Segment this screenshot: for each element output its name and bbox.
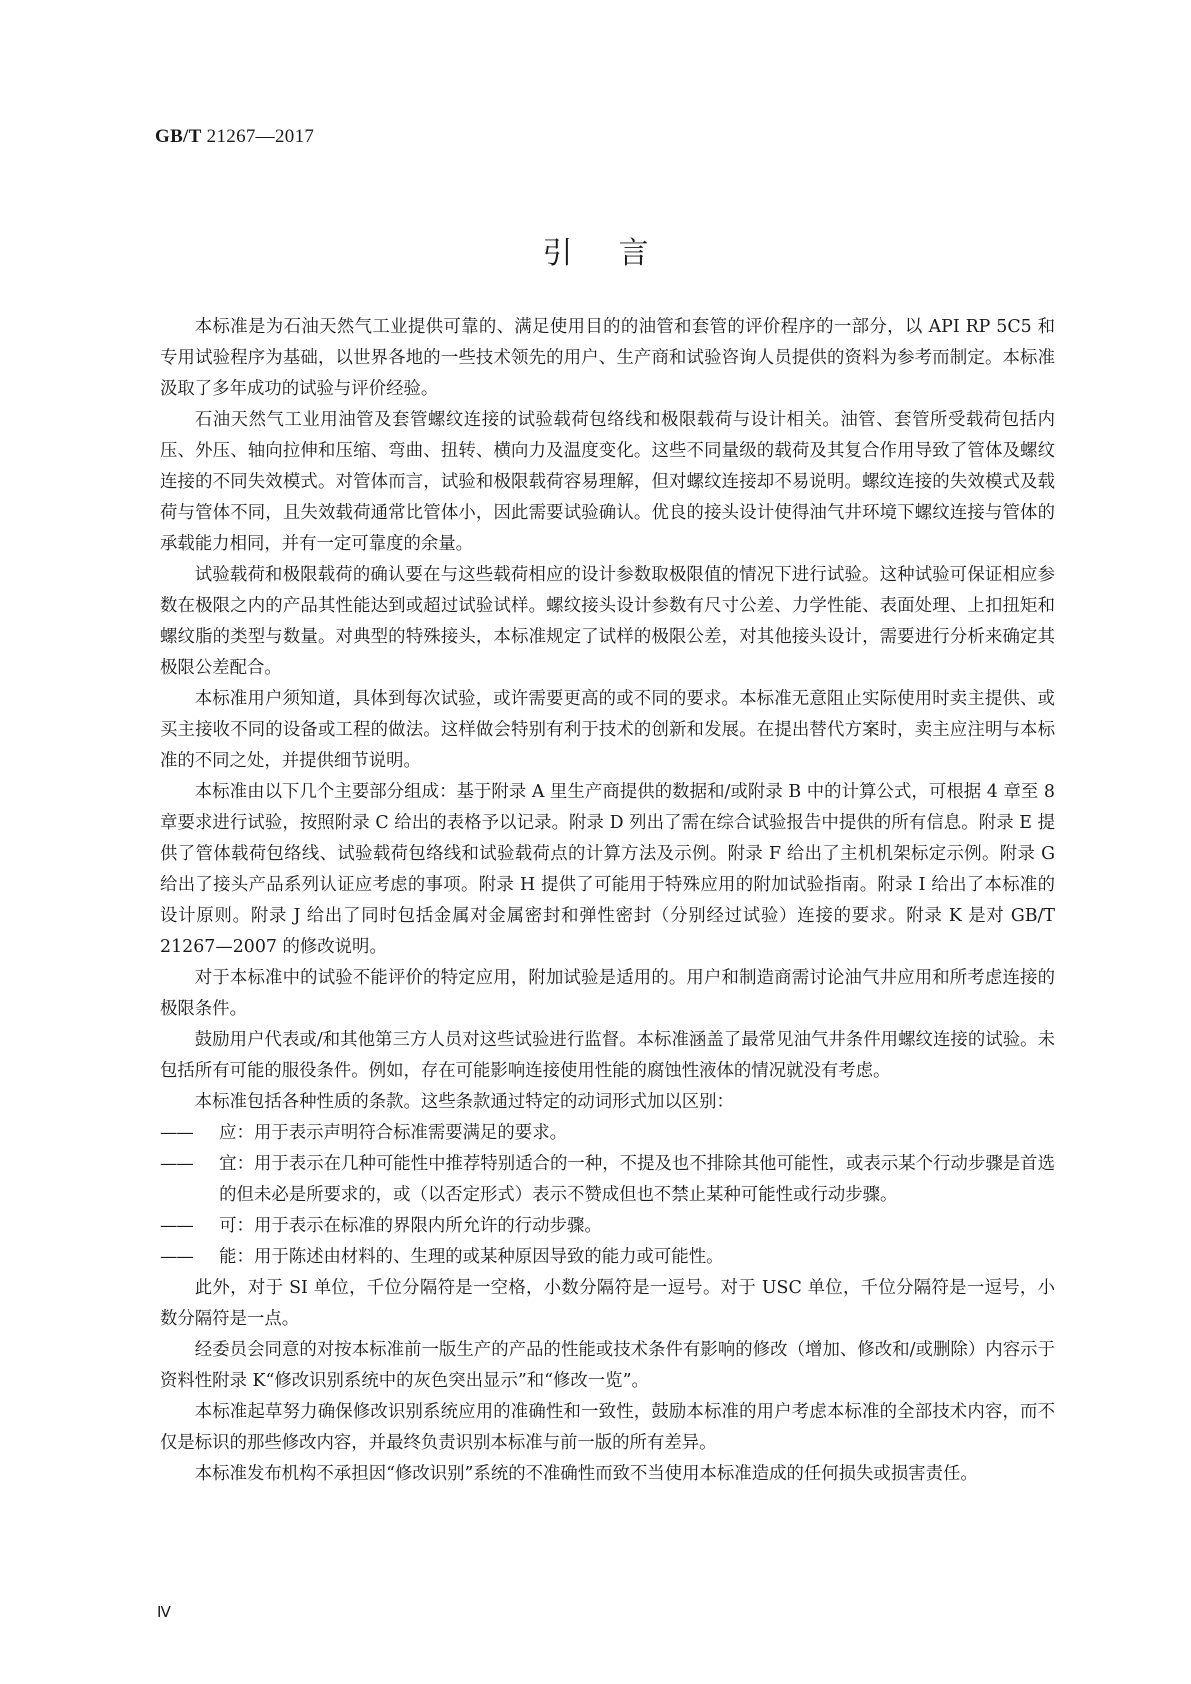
paragraph: 本标准起草努力确保修改识别系统应用的准确性和一致性，鼓励本标准的用户考虑本标准的全部技术内容，而不仅是标识的那些修改内容，并最终负责识别本标准与前一版的所有差异。 <box>160 1402 1055 1453</box>
page-number: Ⅳ <box>157 1605 171 1621</box>
list-item-text: 应：用于表示声明符合标准需要满足的要求。 <box>219 1123 567 1143</box>
paragraph: 本标准是为石油天然气工业提供可靠的、满足使用目的的油管和套管的评价程序的一部分，以 API RP 5C5 和专用试验程序为基础，以世界各地的一些技术领先的用户、生产商和试验咨询人员提供的资料为参考而制定。本标准汲取了多年成功的试验与评价经验。 <box>160 317 1055 399</box>
paragraph: 石油天然气工业用油管及套管螺纹连接的试验载荷包络线和极限载荷与设计相关。油管、套管所受载荷包括内压、外压、轴向拉伸和压缩、弯曲、扭转、横向力及温度变化。这些不同量级的载荷及其复合作用导致了管体及螺纹连接的不同失效模式。对管体而言，试验和极限载荷容易理解，但对螺纹连接却不易说明。螺纹连接的失效模式及载荷与管体不同，且失效载荷通常比管体小，因此需要试验确认。优良的接头设计使得油气井环境下螺纹连接与管体的承载能力相同，并有一定可靠度的余量。 <box>160 410 1055 554</box>
paragraph: 此外，对于 SI 单位，千位分隔符是一空格，小数分隔符是一逗号。对于 USC 单位，千位分隔符是一逗号，小数分隔符是一点。 <box>160 1278 1055 1329</box>
paragraph: 本标准发布机构不承担因“修改识别”系统的不准确性而致不当使用本标准造成的任何损失或损害责任。 <box>194 1464 978 1484</box>
list-item <box>160 1242 1055 1273</box>
list-item-text: 宜：用于表示在几种可能性中推荐特别适合的一种，不提及也不排除其他可能性，或表示某个行动步骤是首选的但未必是所要求的，或（以否定形式）表示不赞成但也不禁止某种可能性或行动步骤。 <box>219 1154 1055 1205</box>
page-title: 引言 <box>542 236 695 271</box>
paragraph: 经委员会同意的对按本标准前一版生产的产品的性能或技术条件有影响的修改（增加、修改和/或删除）内容示于资料性附录 K“修改识别系统中的灰色突出显示”和“修改一览”。 <box>160 1340 1055 1391</box>
standard-code-prefix: GB/T <box>155 126 202 147</box>
body-text <box>160 312 1055 1490</box>
list-item-text: 可：用于表示在标准的界限内所允许的行动步骤。 <box>219 1216 602 1236</box>
list-item <box>160 1149 1055 1211</box>
standard-code <box>155 126 314 148</box>
paragraph: 本标准包括各种性质的条款。这些条款通过特定的动词形式加以区别： <box>194 1092 734 1112</box>
paragraph: 对于本标准中的试验不能评价的特定应用，附加试验是适用的。用户和制造商需讨论油气井应用和所考虑连接的极限条件。 <box>160 968 1055 1019</box>
list-item <box>160 1118 1055 1149</box>
paragraph: 试验载荷和极限载荷的确认要在与这些载荷相应的设计参数取极限值的情况下进行试验。这种试验可保证相应参数在极限之内的产品其性能达到或超过试验试样。螺纹接头设计参数有尺寸公差、力学性能、表面处理、上扣扭矩和螺纹脂的类型与数量。对典型的特殊接头，本标准规定了试样的极限公差，对其他接头设计，需要进行分析来确定其极限公差配合。 <box>160 565 1055 678</box>
paragraph: 本标准由以下几个主要部分组成：基于附录 A 里生产商提供的数据和/或附录 B 中的计算公式，可根据 4 章至 8 章要求进行试验，按照附录 C 给出的表格予以记录。附录 D 列出了需在综合试验报告中提供的所有信息。附录 E 提供了管体载荷包络线、试验载荷包络线和试验载荷点的计算方法及示例。附录 F 给出了主机机架标定示例。附录 G 给出了接头产品系列认证应考虑的事项。附录 H 提供了可能用于特殊应用的附加试验指南。附录 I 给出了本标准的设计原则。附录 J 给出了同时包括金属对金属密封和弹性密封（分别经过试验）连接的要求。附录 K 是对 GB/T 21267—2007 的修改说明。 <box>160 782 1055 957</box>
list-item-text: 能：用于陈述由材料的、生理的或某种原因导致的能力或可能性。 <box>219 1247 724 1267</box>
paragraph: 鼓励用户代表或/和其他第三方人员对这些试验进行监督。本标准涵盖了最常见油气井条件用螺纹连接的试验。未包括所有可能的服役条件。例如，存在可能影响连接使用性能的腐蚀性液体的情况就没有考虑。 <box>160 1030 1055 1081</box>
standard-code-number: 21267—2017 <box>206 126 315 147</box>
list-dash: —— <box>160 1247 193 1267</box>
paragraph: 本标准用户须知道，具体到每次试验，或许需要更高的或不同的要求。本标准无意阻止实际使用时卖主提供、或买主接收不同的设备或工程的做法。这样做会特别有利于技术的创新和发展。在提出替代方案时，卖主应注明与本标准的不同之处，并提供细节说明。 <box>160 689 1055 771</box>
list-dash: —— <box>160 1216 193 1236</box>
list-dash: —— <box>160 1123 193 1143</box>
list-item <box>160 1211 1055 1242</box>
list-dash: —— <box>160 1154 193 1174</box>
